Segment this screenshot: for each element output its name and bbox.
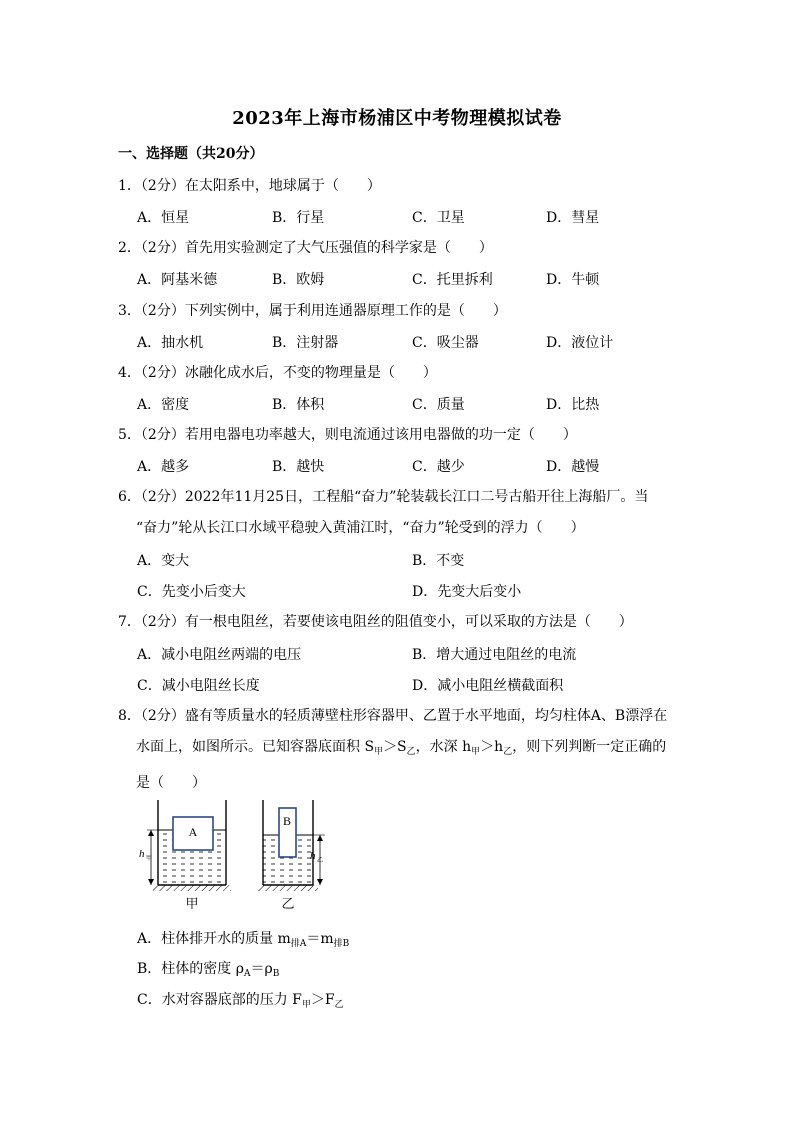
question-8-line-1: 8．（2分）盛有等质量水的轻质薄壁柱形容器甲、乙置于水平地面，均匀柱体A、B漂浮在 bbox=[118, 708, 668, 724]
option-a[interactable]: A．阿基米德 bbox=[137, 272, 218, 288]
option-d[interactable]: D．比热 bbox=[546, 397, 600, 413]
section-heading: 一、选择题（共20分） bbox=[118, 146, 264, 162]
page-title: 2023年上海市杨浦区中考物理模拟试卷 bbox=[232, 108, 562, 129]
option-c[interactable]: C．质量 bbox=[412, 397, 465, 413]
question-8-option-a[interactable]: A．柱体排开水的质量 $m_{排A}=m_{排B}$ bbox=[137, 931, 350, 949]
question-7-stem: 7．（2分）有一根电阻丝，若要使该电阻丝的阻值变小，可以采取的方法是（ ） bbox=[118, 614, 633, 630]
question-6-line-2: “奋力”轮从长江口水域平稳驶入黄浦江时，“奋力”轮受到的浮力（ ） bbox=[136, 520, 585, 536]
option-a[interactable]: A．减小电阻丝两端的电压 bbox=[137, 647, 302, 663]
option-b[interactable]: B．增大通过电阻丝的电流 bbox=[412, 647, 577, 663]
question-8-line-2: 水面上，如图所示。已知容器底面积 $S_甲>S_乙$，水深 $h_甲>h_乙$，则下列判断一定正确的 bbox=[136, 739, 667, 757]
option-b[interactable]: B．体积 bbox=[272, 397, 325, 413]
question-4-stem: 4．（2分）冰融化成水后，不变的物理量是（ ） bbox=[118, 365, 437, 381]
question-8-option-c[interactable]: C．水对容器底部的压力 $F_甲>F_乙$ bbox=[137, 992, 344, 1010]
container-figure bbox=[135, 795, 355, 920]
option-d[interactable]: D．减小电阻丝横截面积 bbox=[412, 678, 564, 694]
question-2-stem: 2．（2分）首先用实验测定了大气压强值的科学家是（ ） bbox=[118, 240, 493, 256]
option-b[interactable]: B．欧姆 bbox=[272, 272, 325, 288]
question-6-stem bbox=[118, 482, 678, 544]
question-8-option-b[interactable]: B．柱体的密度 $\rho_A=\rho_B$ bbox=[137, 961, 280, 979]
block-b-label: B bbox=[282, 814, 292, 828]
question-3-stem: 3．（2分）下列实例中，属于利用连通器原理工作的是（ ） bbox=[118, 303, 507, 319]
option-a[interactable]: A．抽水机 bbox=[137, 335, 204, 351]
question-6-line-1: 6．（2分）2022年11月25日，工程船“奋力”轮装载长江口二号古船开往上海船厂。当 bbox=[118, 489, 649, 505]
question-5-stem: 5．（2分）若用电器电功率越大，则电流通过该用电器做的功一定（ ） bbox=[118, 427, 577, 443]
option-d[interactable]: D．越慢 bbox=[546, 459, 600, 475]
option-c[interactable]: C．卫星 bbox=[412, 210, 465, 226]
option-b[interactable]: B．注射器 bbox=[272, 335, 339, 351]
option-b[interactable]: B．越快 bbox=[272, 459, 325, 475]
option-a[interactable]: A．恒星 bbox=[137, 210, 190, 226]
question-8-line-3: 是（ ） bbox=[136, 775, 206, 791]
option-d[interactable]: D．先变大后变小 bbox=[412, 584, 522, 600]
question-1-stem: 1．（2分）在太阳系中，地球属于（ ） bbox=[118, 178, 381, 194]
h-yi-label: h bbox=[310, 850, 316, 862]
block-a-label: A bbox=[188, 825, 198, 839]
h-jia-label: h bbox=[139, 848, 145, 860]
option-d[interactable]: D．牛顿 bbox=[546, 272, 600, 288]
svg-text:乙: 乙 bbox=[317, 858, 324, 864]
option-d[interactable]: D．彗星 bbox=[546, 210, 600, 226]
label-yi: 乙 bbox=[281, 896, 295, 911]
option-b[interactable]: B．不变 bbox=[412, 553, 465, 569]
label-jia: 甲 bbox=[185, 896, 199, 911]
option-c[interactable]: C．吸尘器 bbox=[412, 335, 479, 351]
option-a[interactable]: A．越多 bbox=[137, 459, 190, 475]
option-c[interactable]: C．减小电阻丝长度 bbox=[137, 678, 260, 694]
option-a[interactable]: A．变大 bbox=[137, 553, 190, 569]
container-jia bbox=[139, 800, 231, 911]
option-c[interactable]: C．越少 bbox=[412, 459, 465, 475]
svg-text:甲: 甲 bbox=[146, 856, 153, 862]
question-8-stem bbox=[118, 701, 678, 799]
option-c[interactable]: C．先变小后变大 bbox=[137, 584, 246, 600]
option-a[interactable]: A．密度 bbox=[137, 397, 190, 413]
option-b[interactable]: B．行星 bbox=[272, 210, 325, 226]
container-yi bbox=[258, 800, 325, 911]
option-d[interactable]: D．液位计 bbox=[546, 335, 614, 351]
option-c[interactable]: C．托里拆利 bbox=[412, 272, 493, 288]
